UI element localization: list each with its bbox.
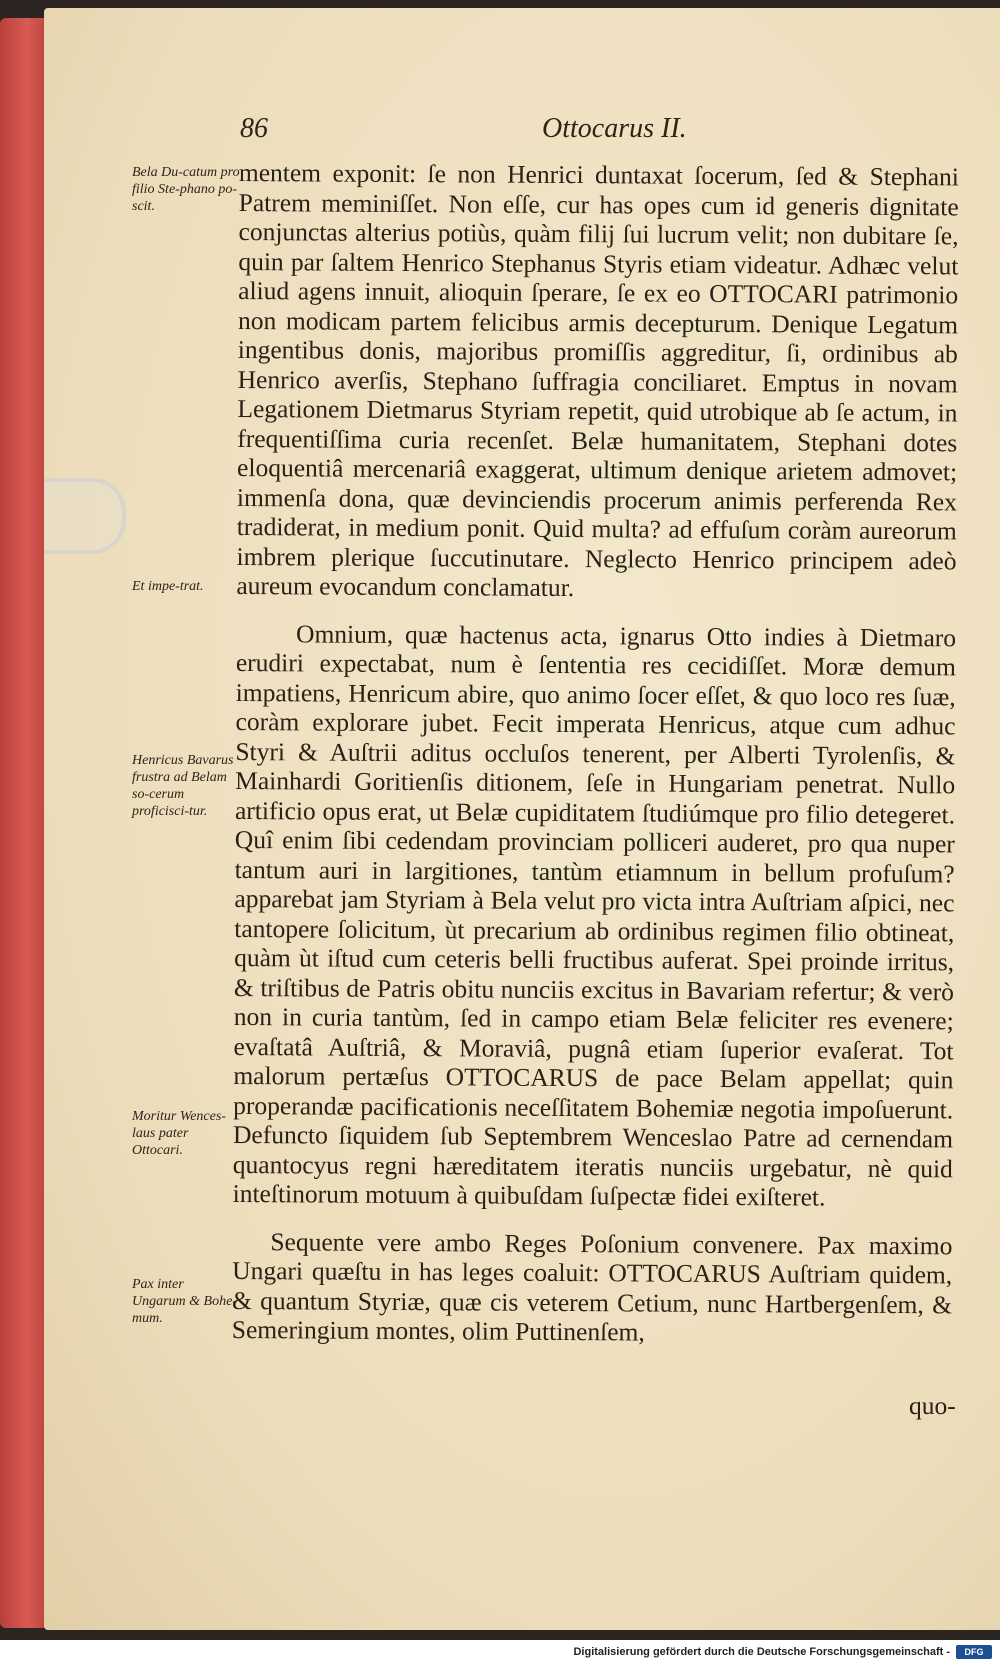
margin-note: Moritur Wences-laus pater Ottocari. [132, 1109, 226, 1158]
catchword: quo- [909, 1391, 956, 1420]
dfg-logo: DFG [956, 1645, 992, 1659]
margin-note: Henricus Bavarus frustra ad Belam so-cerum proficisci-tur. [132, 753, 234, 819]
running-title: Ottocarus II. [542, 113, 687, 144]
margin-note: Pax inter Ungarum & Bohe-mum. [132, 1277, 237, 1326]
funding-credit: Digitalisierung gefördert durch die Deutsche Forschungsgemeinschaft - [573, 1646, 950, 1658]
margin-note: Et impe-trat. [132, 579, 204, 594]
digitization-footer [0, 1640, 1000, 1665]
paper-clip [44, 478, 126, 554]
paragraph: Sequente vere ambo Reges Poſonium convenere. Pax maximo Ungari quæſtu in has leges coaluit: OTTOCARUS Auſtriam quidem, & quantum Styriæ, quæ cis veterem Cetium, nunc Hartbergenſem, & Semeringium montes, olim Puttinenſem, [231, 1226, 953, 1347]
margin-note: Bela Du-catum pro filio Ste-phano po-scit. [132, 165, 240, 214]
page-header [44, 113, 1000, 153]
book-page [44, 8, 1000, 1630]
paragraph: mentem exponit: ſe non Henrici duntaxat ſocerum, ſed & Stephani Patrem meminiſſet. Non eſſe, cur has opes cum id generis dignitate conjunctas alterius potiùs, quàm filij ſui lucrum velit; non dubitare ſe, quin par ſaltem Henrico Stephanus Styris etiam videatur. Adhæc velut aliud agens innuit, alioquin ſperare, ſe ex eo OTTOCARI patrimonio non modicam partem felicibus armis decepturum. Denique Legatum ingentibus donis, majoribus promiſſis aggreditur, ſi, ordinibus ab Henrico averſis, Stephano ſuffragia conciliaret. Emptus in novam Legationem Dietmarus Styriam repetit, quid utrobique ab ſe actum, in frequentiſſima curia recenſet. Belæ humanitatem, Stephani dotes eloquentiâ mercenariâ exaggerat, ultimum denique arietem admovet; immenſa dona, quæ devinciendis procerum animis perferenda Rex tradiderat, in medium ponit. Quid multa? ad effuſum coràm aureorum imbrem plerique ſuccutinutare. Neglecto Henrico principem adeò aureum evocandum conclamatur. [236, 158, 959, 603]
paragraph: Omnium, quæ hactenus acta, ignarus Otto indies à Dietmaro erudiri expectabat, num è ſententia res cecidiſſet. Moræ demum impatiens, Henricum abire, quo animo ſocer eſſet, & quo loco res ſuæ, coràm explorare jubet. Fecit imperata Henricus, atque cum adhuc Styri & Auſtrii aditus occluſos tenerent, per Alberti Tyrolenſis, & Mainhardi Goritienſis ditionem, ſeſe in Hungariam penetrat. Nullo artificio opus erat, ut Belæ cupiditatem ſtudiúmque pro filio detegeret. Quî enim ſibi cedendam provinciam polliceri auderet, pro qua nuper tantum auri in largitiones, tantùm etiamnum in bellum profuſum? apparebat jam Styriam à Bela velut pro victa intra Auſtriam aſpici, nec tantopere ſolicitum, ùt precarium ab ordinibus regimen filio obtineat, quàm ùt iſtud cum ceteris belli fructibus auferat. Spei proinde irritus, & triſtibus de Patris obitu nunciis excitus in Bavariam refertur; & verò non in curia tantùm, ſed in campo etiam Belæ feliciter res evenere; evaſtatâ Auſtriâ, & Moraviâ, pugnâ etiam ſuperior evaſerat. Tot malorum pertæſus OTTOCARUS de pace Belam appellat; quin properandæ pacificationis neceſſitatem Bohemiæ negotia impoſuerunt. Defuncto ſiquidem ſub Septembrem Wenceslao Patre ad cernendam quantocyus regni hæreditatem iteratis nunciis urgebatur, nè quid inteſtinorum motuum à quibuſdam ſuſpectæ fidei exiſteret. [232, 618, 957, 1212]
page-number: 86 [240, 113, 268, 144]
body-text [232, 158, 959, 1349]
